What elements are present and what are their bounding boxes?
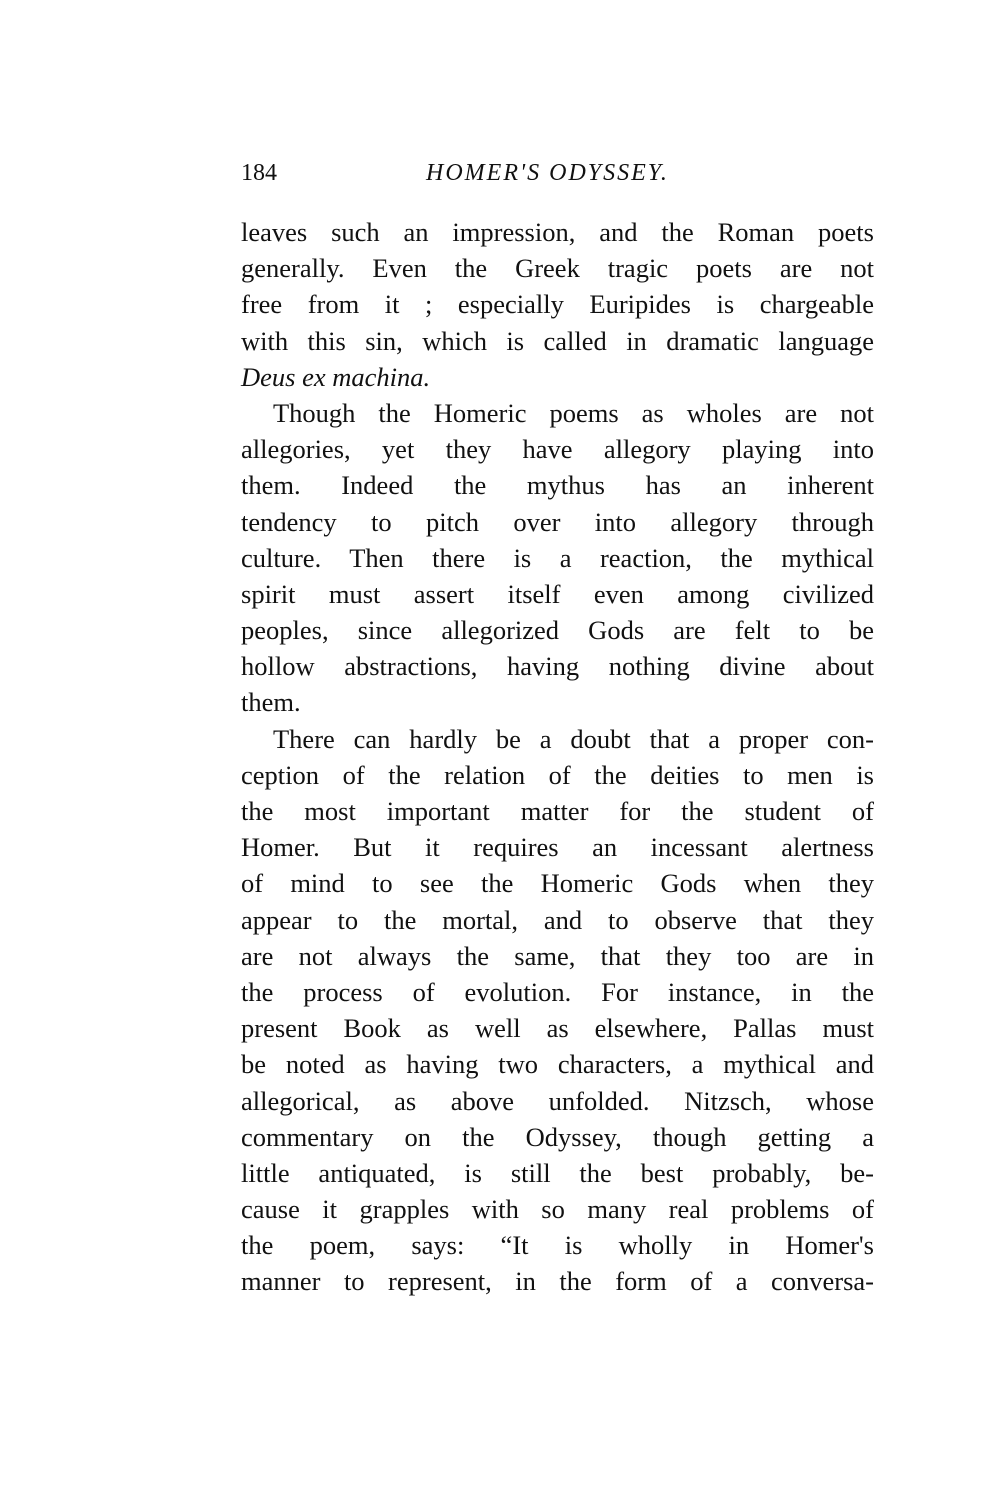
- text-line: little antiquated, is still the best probably, be-: [241, 1157, 874, 1188]
- text-line: commentary on the Odyssey, though getting a: [241, 1121, 874, 1152]
- text-line: them. Indeed the mythus has an inherent: [241, 470, 874, 501]
- text-line: cause it grapples with so many real problems of: [241, 1194, 874, 1225]
- text-line: peoples, since allegorized Gods are felt to be: [241, 615, 874, 646]
- body-text: [241, 214, 874, 1300]
- text-line: leaves such an impression, and the Roman poets: [241, 217, 874, 247]
- text-line: the poem, says: “It is wholly in Homer's: [241, 1230, 874, 1261]
- text-line: tendency to pitch over into allegory through: [241, 506, 874, 537]
- text-line: hollow abstractions, having nothing divine about: [241, 651, 874, 682]
- text-line-deus-ex-machina: Deus ex machina.: [241, 361, 431, 392]
- text-line: the most important matter for the student of: [241, 796, 874, 826]
- text-line: allegorical, as above unfolded. Nitzsch, whose: [241, 1085, 874, 1116]
- text-line: be noted as having two characters, a mythical and: [241, 1049, 874, 1080]
- text-line: allegories, yet they have allegory playing into: [241, 434, 874, 465]
- text-line: spirit must assert itself even among civilized: [241, 578, 874, 609]
- paragraph-start-line: There can hardly be a doubt that a proper con-: [273, 723, 874, 754]
- page-header: [241, 160, 874, 194]
- text-line: with this sin, which is called in dramatic language: [241, 325, 874, 356]
- text-line: free from it ; especially Euripides is chargeable: [241, 289, 874, 320]
- text-line: manner to represent, in the form of a conversa-: [241, 1266, 874, 1297]
- text-line: are not always the same, that they too are in: [241, 940, 874, 971]
- text-line: appear to the mortal, and to observe that they: [241, 904, 874, 935]
- text-line: generally. Even the Greek tragic poets are not: [241, 253, 874, 284]
- running-title: HOMER'S ODYSSEY.: [426, 160, 669, 186]
- text-line: them.: [241, 687, 301, 718]
- text-line: culture. Then there is a reaction, the mythical: [241, 542, 874, 573]
- text-line: of mind to see the Homeric Gods when they: [241, 868, 874, 899]
- page-number: 184: [241, 160, 277, 186]
- text-line: present Book as well as elsewhere, Pallas must: [241, 1013, 874, 1044]
- paragraph-start-line: Though the Homeric poems as wholes are not: [273, 397, 874, 428]
- text-line: ception of the relation of the deities to men is: [241, 759, 874, 790]
- text-line: Homer. But it requires an incessant alertness: [241, 832, 874, 863]
- text-line: the process of evolution. For instance, in the: [241, 976, 874, 1007]
